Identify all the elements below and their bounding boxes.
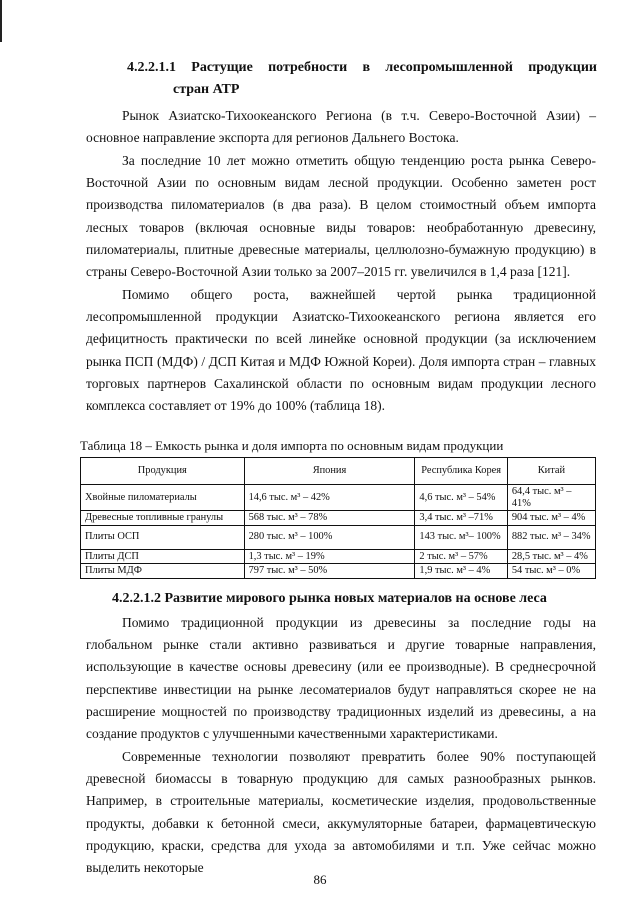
table-row xyxy=(81,549,596,564)
table-cell: 4,6 тыс. м³ – 54% xyxy=(415,485,507,511)
table-cell: 568 тыс. м³ – 78% xyxy=(244,511,415,526)
table-cell: 2 тыс. м³ – 57% xyxy=(415,549,507,564)
page-number: 86 xyxy=(313,872,327,887)
table-cell: 797 тыс. м³ – 50% xyxy=(244,564,415,579)
paragraph: Современные технологии позволяют превратить более 90% поступающей древесной биомассы в товарную продукцию для самых разнообразных рынков. Например, в строительные материалы, косметические изделия, продовольственные продукты, добавки к бетонной смеси, аккумуляторные батареи, фармацевтическую продукцию, краски, средства для ухода за автомобилями и т.п. Уже сейчас можно выделить некоторые xyxy=(86,749,596,876)
table-cell: 3,4 тыс. м³ –71% xyxy=(415,511,507,526)
table-cell: 280 тыс. м³ – 100% xyxy=(244,525,415,549)
table-cell: Плиты ОСП xyxy=(81,525,245,549)
table-cell: Хвойные пиломатериалы xyxy=(81,485,245,511)
table-cell: 1,3 тыс. м³ – 19% xyxy=(244,549,415,564)
table-cell: 143 тыс. м³– 100% xyxy=(415,525,507,549)
table-cell: 64,4 тыс. м³ – 41% xyxy=(507,485,595,511)
table-cell: Плиты МДФ xyxy=(81,564,245,579)
section-heading-1-line1: 4.2.2.1.1 Растущие потребности в лесопромышленной продукции xyxy=(127,60,597,75)
table-caption: Таблица 18 – Емкость рынка и доля импорта по основным видам продукции xyxy=(80,438,504,453)
table-cell: Плиты ДСП xyxy=(81,549,245,564)
section-heading-2: 4.2.2.1.2 Развитие мирового рынка новых материалов на основе леса xyxy=(112,591,547,606)
column-header: Республика Корея xyxy=(415,458,507,485)
paragraph: Рынок Азиатско-Тихоокеанского Региона (в т.ч. Северо-Восточной Азии) – основное направление экспорта для регионов Дальнего Востока. xyxy=(86,108,596,146)
section-heading-1-line2: стран АТР xyxy=(173,82,240,97)
table-cell: 28,5 тыс. м³ – 4% xyxy=(507,549,595,564)
table-row xyxy=(81,485,596,511)
column-header: Китай xyxy=(507,458,595,485)
table-cell: 14,6 тыс. м³ – 42% xyxy=(244,485,415,511)
table-header-row xyxy=(81,458,596,485)
table-cell: Древесные топливные гранулы xyxy=(81,511,245,526)
table-cell: 1,9 тыс. м³ – 4% xyxy=(415,564,507,579)
paragraph: Помимо традиционной продукции из древесины за последние годы на глобальном рынке стали активно развиваться и другие товарные направления, использующие в качестве основы древесину (или ее производные). В среднесрочной перспективе инвестиции на рынке лесоматериалов будут направляться скорее не на расширение мощностей по производству традиционных изделий из древесины, а на создание продуктов с улучшенными качественными характеристиками. xyxy=(86,615,596,742)
market-capacity-table xyxy=(80,457,596,579)
table-cell: 882 тыс. м³ – 34% xyxy=(507,525,595,549)
column-header: Япония xyxy=(244,458,415,485)
paragraph: Помимо общего роста, важнейшей чертой рынка традиционной лесопромышленной продукции Азиатско-Тихоокеанского региона является его дефицитность практически по всей линейке основной продукции (за исключением рынка ПСП (МДФ) / ДСП Китая и МДФ Южной Кореи). Доля импорта стран – главных торговых партнеров Сахалинской области по основным видам продукции лесного комплекса составляет от 19% до 100% (таблица 18). xyxy=(86,287,596,414)
table-cell: 904 тыс. м³ – 4% xyxy=(507,511,595,526)
table-row xyxy=(81,511,596,526)
scan-edge-mark xyxy=(0,0,2,42)
column-header: Продукция xyxy=(81,458,245,485)
table-cell: 54 тыс. м³ – 0% xyxy=(507,564,595,579)
table-row xyxy=(81,525,596,549)
paragraph: За последние 10 лет можно отметить общую тенденцию роста рынка Северо-Восточной Азии по основным видам лесной продукции. Особенно заметен рост производства пиломатериалов (в два раза). В целом стоимостный объем импорта лесных товаров (включая основные виды товаров: необработанную древесину, пиломатериалы, плитные древесные материалы, целлюлозно-бумажную продукцию) в страны Северо-Восточной Азии только за 2007–2015 гг. увеличился в 1,4 раза [121]. xyxy=(86,153,596,280)
table-row xyxy=(81,564,596,579)
